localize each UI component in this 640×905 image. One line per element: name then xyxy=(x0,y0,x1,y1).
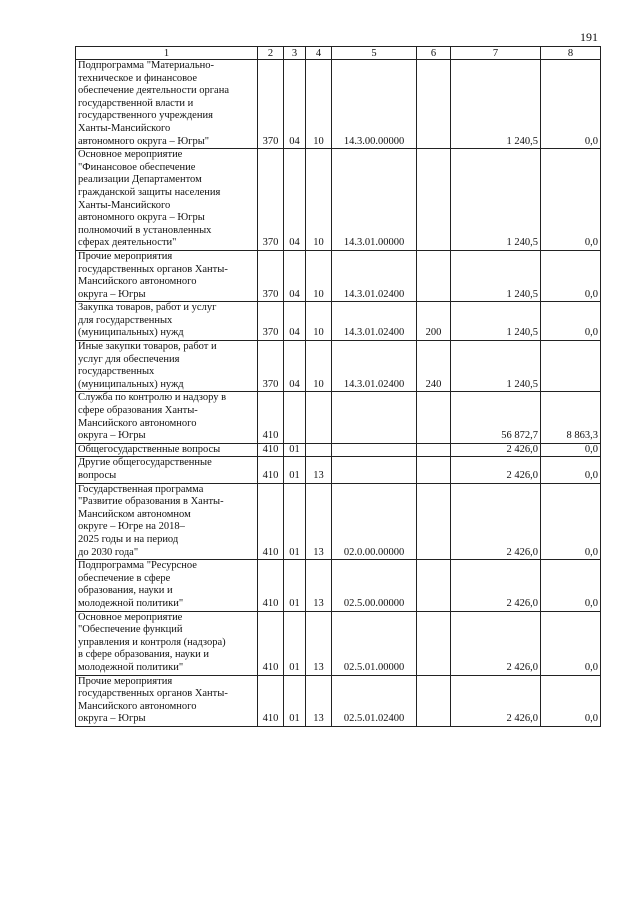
row-name-line: Мансийском автономном xyxy=(78,508,191,520)
row-name-line: Основное мероприятие xyxy=(78,149,183,161)
subsection-cell: 13 xyxy=(306,483,332,560)
row-name-line: Основное мероприятие xyxy=(78,611,183,623)
target-article-cell xyxy=(332,443,417,457)
row-name-line: Общегосударственные вопросы xyxy=(78,443,221,455)
code-admin-cell: 410 xyxy=(258,457,284,483)
col-header-6: 6 xyxy=(417,47,451,60)
row-name-line: Мансийского автономного xyxy=(78,417,197,429)
subsection-cell: 13 xyxy=(306,457,332,483)
row-name-line: округа – Югры xyxy=(78,713,146,725)
row-name-line: автономного округа – Югры" xyxy=(78,135,210,147)
subsection-cell xyxy=(306,392,332,443)
row-name-line: Мансийского автономного xyxy=(78,700,197,712)
table-row xyxy=(76,149,601,251)
row-name-line: полномочий в установленных xyxy=(78,224,212,236)
row-name-line: вопросы xyxy=(78,470,117,481)
row-name-line: молодежной политики" xyxy=(78,661,184,673)
amount-cell: 1 240,5 xyxy=(451,60,541,149)
code-admin-cell: 410 xyxy=(258,560,284,611)
row-name-line: государственных органов Ханты- xyxy=(78,263,228,275)
section-cell: 01 xyxy=(284,483,306,560)
federal-amount-cell: 0,0 xyxy=(541,250,601,301)
row-name-line: гражданской защиты населения xyxy=(78,186,221,198)
code-admin-cell: 410 xyxy=(258,483,284,560)
table-row xyxy=(76,392,601,443)
table-body xyxy=(76,60,601,727)
target-article-cell xyxy=(332,457,417,483)
subsection-cell: 13 xyxy=(306,675,332,726)
subsection-cell: 10 xyxy=(306,149,332,251)
row-name-cell xyxy=(76,483,258,560)
row-name-line: Прочие мероприятия xyxy=(78,250,173,262)
target-article-cell: 14.3.01.00000 xyxy=(332,149,417,251)
header-row xyxy=(76,47,601,60)
row-name-line: Другие общегосударственные xyxy=(78,457,212,469)
row-name-line: округа – Югры xyxy=(78,288,146,300)
row-name-cell xyxy=(76,341,258,392)
section-cell xyxy=(284,392,306,443)
table-row xyxy=(76,341,601,392)
subsection-cell: 10 xyxy=(306,302,332,341)
row-name-line: молодежной политики" xyxy=(78,597,184,609)
row-name-line: 2025 годы и на период xyxy=(78,533,179,545)
table-row xyxy=(76,60,601,149)
row-name-line: Подпрограмма "Материально- xyxy=(78,60,214,71)
target-article-cell: 02.5.01.00000 xyxy=(332,611,417,675)
amount-cell: 2 426,0 xyxy=(451,457,541,483)
row-name-line: техническое и финансовое xyxy=(78,72,198,84)
subsection-cell: 13 xyxy=(306,611,332,675)
subsection-cell: 10 xyxy=(306,60,332,149)
expense-type-cell xyxy=(417,611,451,675)
row-name-line: (муниципальных) нужд xyxy=(78,327,184,339)
expense-type-cell xyxy=(417,560,451,611)
expense-type-cell xyxy=(417,457,451,483)
row-name-cell xyxy=(76,443,258,457)
target-article-cell xyxy=(332,392,417,443)
federal-amount-cell: 0,0 xyxy=(541,60,601,149)
row-name-line: обеспечение в сфере xyxy=(78,572,171,584)
row-name-line: Государственная программа xyxy=(78,483,204,495)
federal-amount-cell: 0,0 xyxy=(541,483,601,560)
amount-cell: 2 426,0 xyxy=(451,443,541,457)
col-header-8: 8 xyxy=(541,47,601,60)
row-name-line: "Финансовое обеспечение xyxy=(78,161,196,173)
amount-cell: 2 426,0 xyxy=(451,611,541,675)
row-name-line: государственной власти и xyxy=(78,97,194,109)
amount-cell: 1 240,5 xyxy=(451,341,541,392)
federal-amount-cell: 0,0 xyxy=(541,457,601,483)
expense-type-cell xyxy=(417,675,451,726)
target-article-cell: 14.3.01.02400 xyxy=(332,341,417,392)
row-name-line: до 2030 года" xyxy=(78,546,139,558)
row-name-line: реализации Департаментом xyxy=(78,174,202,186)
expense-type-cell xyxy=(417,483,451,560)
amount-cell: 2 426,0 xyxy=(451,675,541,726)
expense-type-cell: 240 xyxy=(417,341,451,392)
col-header-5: 5 xyxy=(332,47,417,60)
code-admin-cell: 370 xyxy=(258,60,284,149)
code-admin-cell: 410 xyxy=(258,392,284,443)
federal-amount-cell xyxy=(541,341,601,392)
row-name-line: для государственных xyxy=(78,314,173,326)
row-name-line: услуг для обеспечения xyxy=(78,353,180,365)
row-name-line: Подпрограмма "Ресурсное xyxy=(78,560,197,572)
amount-cell: 2 426,0 xyxy=(451,483,541,560)
expense-type-cell xyxy=(417,392,451,443)
row-name-line: в сфере образования, науки и xyxy=(78,649,209,661)
col-header-1: 1 xyxy=(76,47,258,60)
target-article-cell: 02.0.00.00000 xyxy=(332,483,417,560)
code-admin-cell: 410 xyxy=(258,675,284,726)
row-name-line: Служба по контролю и надзору в xyxy=(78,392,227,404)
target-article-cell: 14.3.01.02400 xyxy=(332,302,417,341)
code-admin-cell: 370 xyxy=(258,341,284,392)
federal-amount-cell: 0,0 xyxy=(541,675,601,726)
row-name-line: Ханты-Мансийского xyxy=(78,122,171,134)
amount-cell: 1 240,5 xyxy=(451,149,541,251)
subsection-cell: 10 xyxy=(306,250,332,301)
section-cell: 01 xyxy=(284,611,306,675)
row-name-line: округа – Югры xyxy=(78,430,146,442)
table-row xyxy=(76,560,601,611)
row-name-cell xyxy=(76,675,258,726)
row-name-line: Закупка товаров, работ и услуг xyxy=(78,302,217,314)
expense-type-cell xyxy=(417,149,451,251)
federal-amount-cell: 0,0 xyxy=(541,560,601,611)
table-row xyxy=(76,675,601,726)
row-name-cell xyxy=(76,392,258,443)
target-article-cell: 14.3.01.02400 xyxy=(332,250,417,301)
row-name-line: Ханты-Мансийского xyxy=(78,199,171,211)
federal-amount-cell: 0,0 xyxy=(541,149,601,251)
section-cell: 01 xyxy=(284,675,306,726)
federal-amount-cell: 0,0 xyxy=(541,302,601,341)
row-name-line: обеспечение деятельности органа xyxy=(78,85,229,97)
code-admin-cell: 370 xyxy=(258,149,284,251)
subsection-cell: 10 xyxy=(306,341,332,392)
target-article-cell: 02.5.00.00000 xyxy=(332,560,417,611)
federal-amount-cell: 0,0 xyxy=(541,611,601,675)
row-name-line: управления и контроля (надзора) xyxy=(78,636,226,648)
amount-cell: 1 240,5 xyxy=(451,302,541,341)
budget-table xyxy=(75,46,601,727)
row-name-cell xyxy=(76,611,258,675)
row-name-line: государственных xyxy=(78,366,155,378)
row-name-cell xyxy=(76,149,258,251)
table-row xyxy=(76,443,601,457)
expense-type-cell xyxy=(417,443,451,457)
section-cell: 04 xyxy=(284,149,306,251)
amount-cell: 1 240,5 xyxy=(451,250,541,301)
row-name-cell xyxy=(76,560,258,611)
code-admin-cell: 410 xyxy=(258,443,284,457)
row-name-line: "Развитие образования в Ханты- xyxy=(78,496,224,508)
amount-cell: 2 426,0 xyxy=(451,560,541,611)
row-name-line: округе – Югре на 2018– xyxy=(78,521,185,533)
expense-type-cell xyxy=(417,60,451,149)
row-name-line: государственных органов Ханты- xyxy=(78,688,228,700)
section-cell: 04 xyxy=(284,250,306,301)
row-name-cell xyxy=(76,250,258,301)
code-admin-cell: 410 xyxy=(258,611,284,675)
section-cell: 01 xyxy=(284,443,306,457)
row-name-line: автономного округа – Югры xyxy=(78,212,205,224)
table-row xyxy=(76,457,601,483)
federal-amount-cell: 8 863,3 xyxy=(541,392,601,443)
section-cell: 04 xyxy=(284,60,306,149)
section-cell: 04 xyxy=(284,341,306,392)
code-admin-cell: 370 xyxy=(258,302,284,341)
row-name-line: Прочие мероприятия xyxy=(78,675,173,687)
federal-amount-cell: 0,0 xyxy=(541,443,601,457)
row-name-line: образования, науки и xyxy=(78,585,173,597)
col-header-2: 2 xyxy=(258,47,284,60)
row-name-line: "Обеспечение функций xyxy=(78,624,183,636)
row-name-line: (муниципальных) нужд xyxy=(78,378,184,390)
col-header-4: 4 xyxy=(306,47,332,60)
page-number: 191 xyxy=(580,30,598,44)
row-name-line: сферах деятельности" xyxy=(78,237,177,249)
section-cell: 01 xyxy=(284,560,306,611)
col-header-3: 3 xyxy=(284,47,306,60)
target-article-cell: 02.5.01.02400 xyxy=(332,675,417,726)
row-name-line: сфере образования Ханты- xyxy=(78,405,198,417)
row-name-cell xyxy=(76,60,258,149)
row-name-cell xyxy=(76,302,258,341)
expense-type-cell xyxy=(417,250,451,301)
section-cell: 01 xyxy=(284,457,306,483)
table-row xyxy=(76,611,601,675)
row-name-cell xyxy=(76,457,258,483)
target-article-cell: 14.3.00.00000 xyxy=(332,60,417,149)
section-cell: 04 xyxy=(284,302,306,341)
subsection-cell: 13 xyxy=(306,560,332,611)
col-header-7: 7 xyxy=(451,47,541,60)
table-row xyxy=(76,250,601,301)
row-name-line: государственного учреждения xyxy=(78,110,213,122)
row-name-line: Мансийского автономного xyxy=(78,276,197,288)
subsection-cell xyxy=(306,443,332,457)
expense-type-cell: 200 xyxy=(417,302,451,341)
row-name-line: Иные закупки товаров, работ и xyxy=(78,341,217,353)
table-row xyxy=(76,483,601,560)
code-admin-cell: 370 xyxy=(258,250,284,301)
amount-cell: 56 872,7 xyxy=(451,392,541,443)
table-row xyxy=(76,302,601,341)
